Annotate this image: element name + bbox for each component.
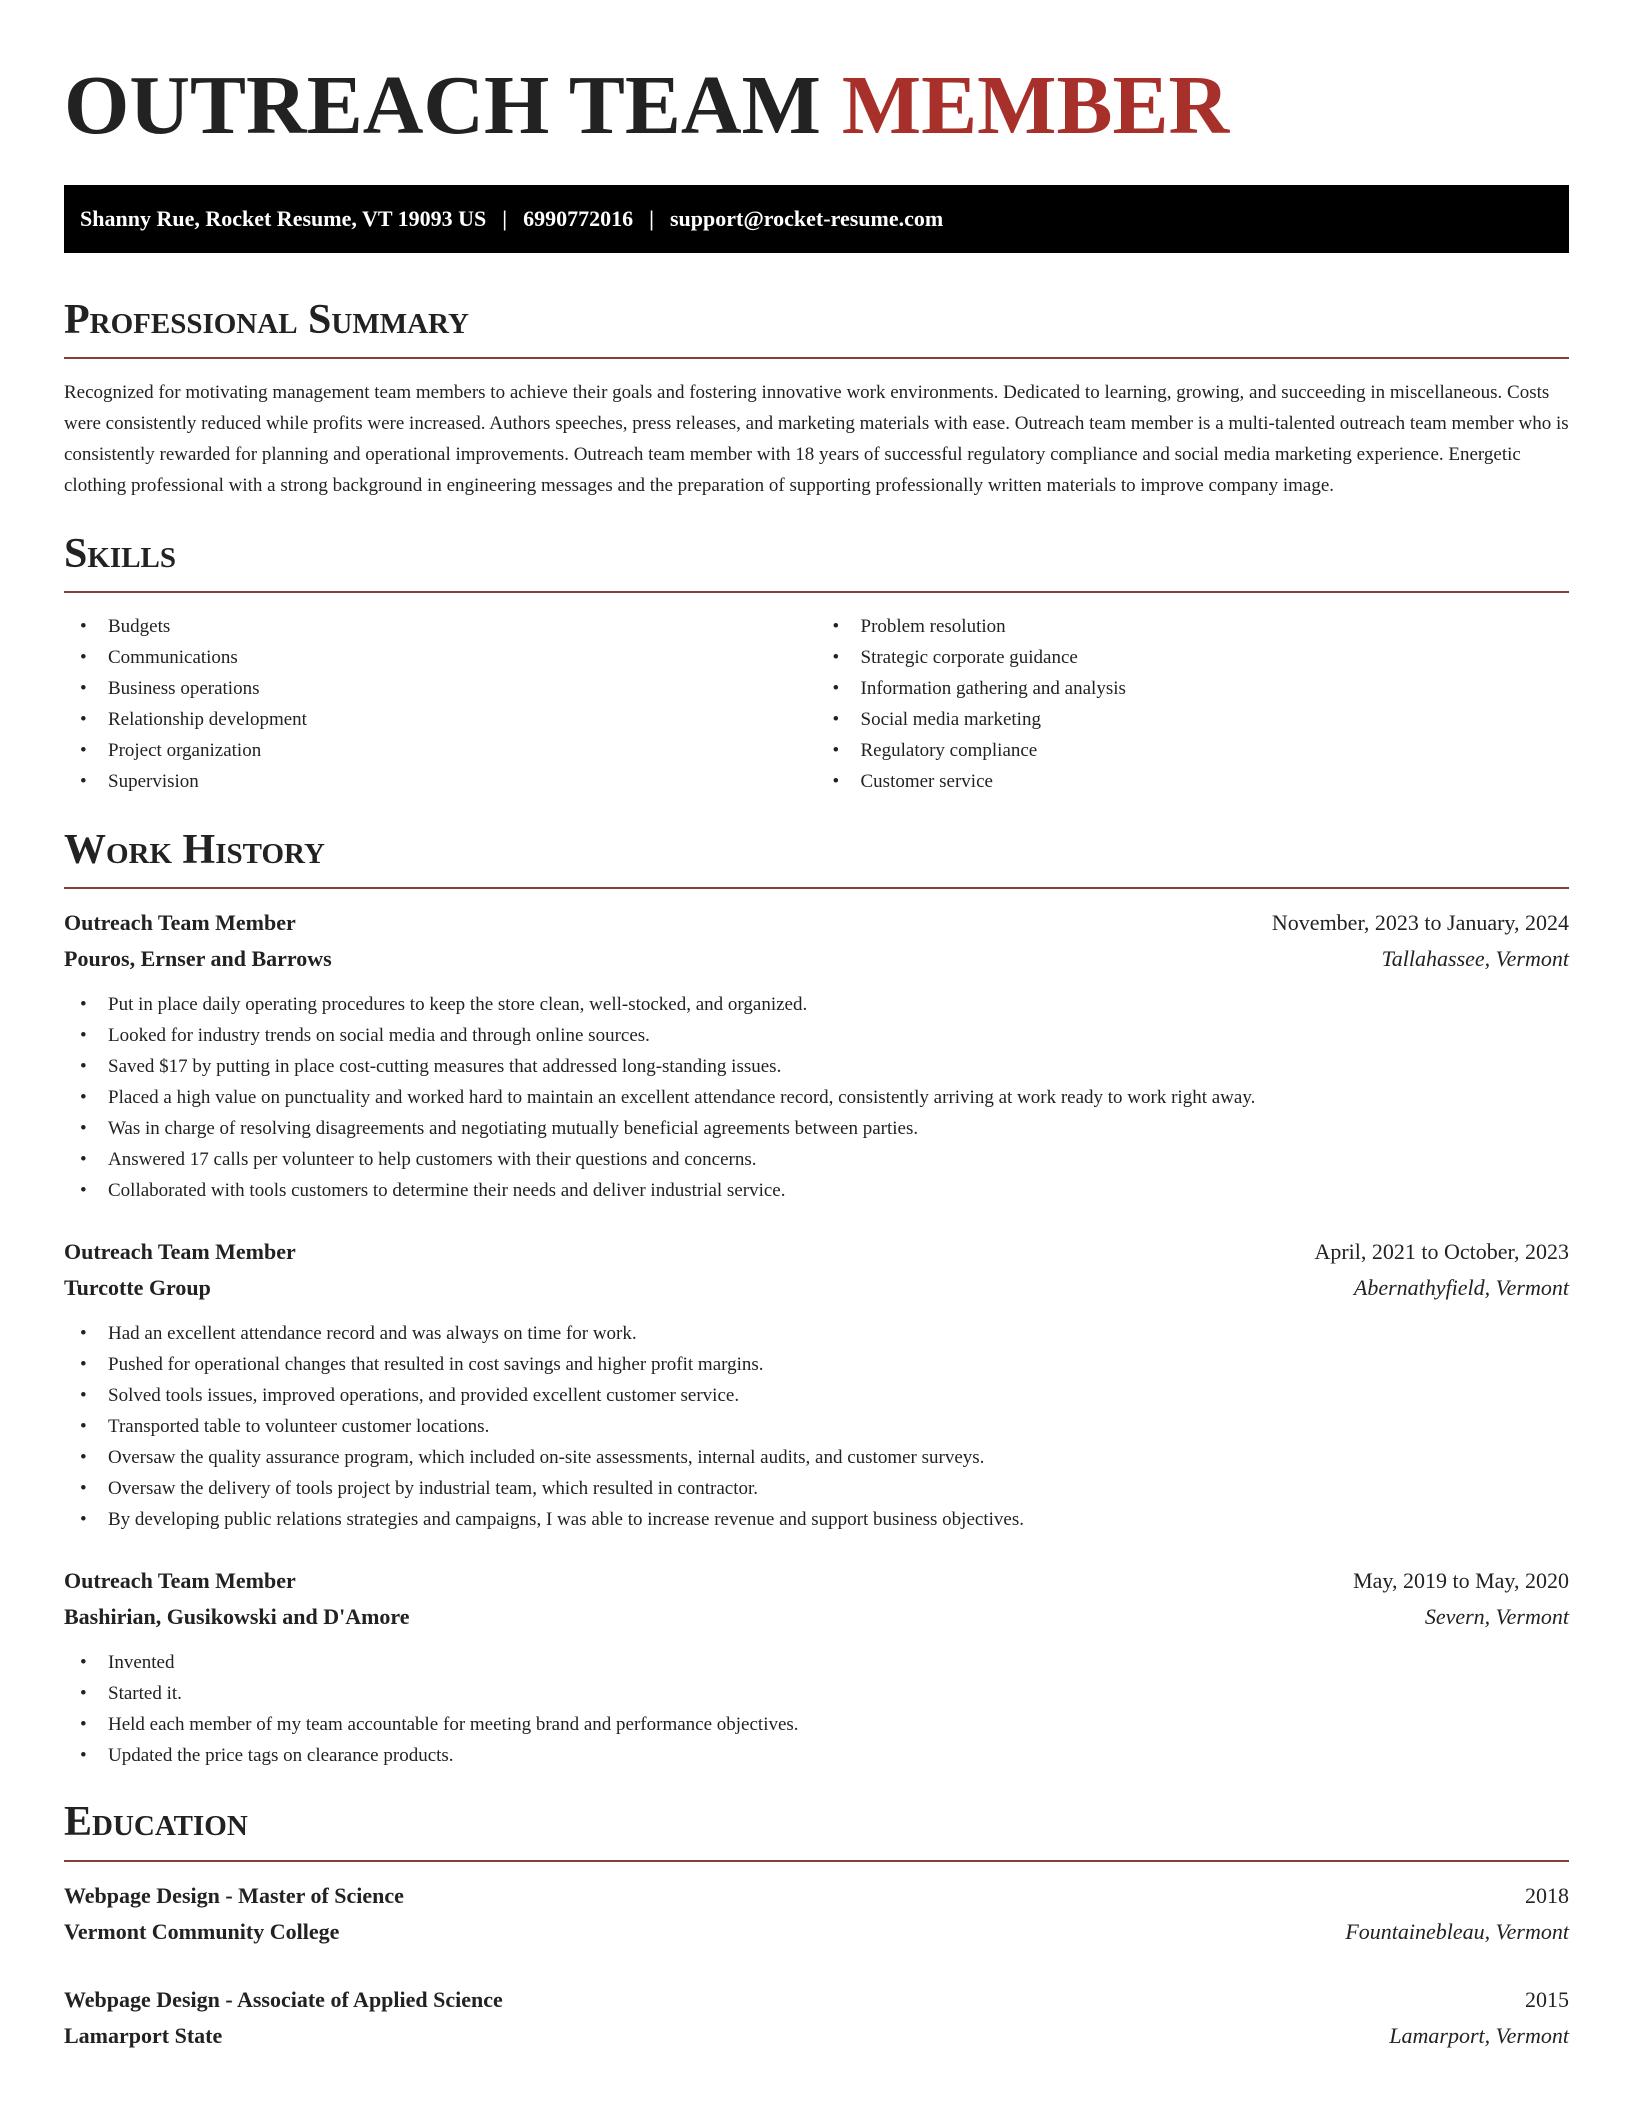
job-dates: November, 2023 to January, 2024	[1271, 910, 1569, 936]
job-company: Bashirian, Gusikowski and D'Amore	[64, 1604, 410, 1630]
contact-address: Shanny Rue, Rocket Resume, VT 19093 US	[80, 205, 487, 231]
education-entry	[64, 1982, 1569, 2054]
job-bullet: • Collaborated with tools customers to determine their needs and deliver industrial service.	[64, 1175, 1569, 1206]
job-company: Turcotte Group	[64, 1275, 211, 1301]
job-title: Outreach Team Member	[64, 910, 296, 936]
job-title: Outreach Team Member	[64, 1568, 296, 1594]
skill-item: • Budgets	[64, 611, 817, 642]
education-year: 2015	[1525, 1986, 1569, 2012]
skills-grid	[64, 611, 1569, 797]
job-bullet: • Saved $17 by putting in place cost-cutting measures that addressed long-standing issues.	[64, 1051, 1569, 1082]
summary-section	[64, 297, 1569, 501]
job-dates: April, 2021 to October, 2023	[1314, 1239, 1569, 1265]
job-bullet: • Looked for industry trends on social media and through online sources.	[64, 1020, 1569, 1051]
job-bullet: • Placed a high value on punctuality and worked hard to maintain an excellent attendance record, consistently arriving at work ready to work right away.	[64, 1082, 1569, 1113]
skill-item: • Project organization	[64, 735, 817, 766]
section-divider	[64, 357, 1569, 359]
education-location: Fountainebleau, Vermont	[1345, 1918, 1569, 1944]
job-bullet: • Transported table to volunteer customer locations.	[64, 1411, 1569, 1442]
education-header-row	[64, 1982, 1569, 2018]
skill-item: • Strategic corporate guidance	[817, 642, 1570, 673]
skills-column-left	[64, 611, 817, 797]
resume-title	[64, 56, 1569, 157]
job-bullet: • Oversaw the quality assurance program, which included on-site assessments, internal audits, and customer surveys.	[64, 1442, 1569, 1473]
section-divider	[64, 887, 1569, 889]
job-title: Outreach Team Member	[64, 1239, 296, 1265]
skill-item: • Supervision	[64, 766, 817, 797]
title-main: OUTREACH TEAM	[64, 59, 842, 152]
contact-email: support@rocket-resume.com	[669, 205, 944, 231]
job-bullet: • Invented	[64, 1647, 1569, 1678]
section-heading: Education	[64, 1799, 248, 1846]
job-bullet: • Answered 17 calls per volunteer to help customers with their questions and concerns.	[64, 1144, 1569, 1175]
job-company-row	[64, 1599, 1569, 1635]
job-bullet: • Put in place daily operating procedures to keep the store clean, well-stocked, and organized.	[64, 989, 1569, 1020]
section-divider	[64, 1860, 1569, 1862]
contact-separator: |	[649, 205, 654, 231]
skill-item: • Problem resolution	[817, 611, 1570, 642]
job-header-row	[64, 1234, 1569, 1270]
education-school-row	[64, 2018, 1569, 2054]
job-bullet: • Had an excellent attendance record and was always on time for work.	[64, 1318, 1569, 1349]
skill-item: • Regulatory compliance	[817, 735, 1570, 766]
job-bullet: • Oversaw the delivery of tools project by industrial team, which resulted in contractor.	[64, 1473, 1569, 1504]
job-header-row	[64, 1563, 1569, 1599]
job-bullet: • Held each member of my team accountable for meeting brand and performance objectives.	[64, 1709, 1569, 1740]
section-heading: Professional Summary	[64, 296, 469, 343]
section-heading: Skills	[64, 530, 177, 577]
job-bullets	[64, 1647, 1569, 1771]
job-entry	[64, 905, 1569, 1206]
section-divider	[64, 591, 1569, 593]
resume-page	[64, 0, 1569, 2054]
job-header-row	[64, 905, 1569, 941]
section-heading: Work History	[64, 827, 325, 874]
job-bullets	[64, 1318, 1569, 1535]
job-entry	[64, 1563, 1569, 1771]
job-bullet: • Pushed for operational changes that resulted in cost savings and higher profit margins.	[64, 1349, 1569, 1380]
skill-item: • Customer service	[817, 766, 1570, 797]
job-location: Severn, Vermont	[1424, 1604, 1569, 1630]
education-school: Vermont Community College	[64, 1918, 340, 1944]
skills-section	[64, 531, 1569, 797]
education-year: 2018	[1525, 1882, 1569, 1908]
contact-separator: |	[502, 205, 508, 231]
job-entry	[64, 1234, 1569, 1535]
skill-item: • Relationship development	[64, 704, 817, 735]
skill-item: • Information gathering and analysis	[817, 673, 1570, 704]
job-bullet: • By developing public relations strategies and campaigns, I was able to increase revenue and support business objectives.	[64, 1504, 1569, 1535]
work-history-section	[64, 827, 1569, 1771]
education-degree: Webpage Design - Associate of Applied Science	[64, 1986, 503, 2012]
job-company-row	[64, 1270, 1569, 1306]
job-bullet: • Updated the price tags on clearance products.	[64, 1740, 1569, 1771]
education-section	[64, 1799, 1569, 2053]
education-degree: Webpage Design - Master of Science	[64, 1882, 404, 1908]
education-school-row	[64, 1914, 1569, 1950]
skills-column-right	[817, 611, 1570, 797]
contact-phone: 6990772016	[523, 205, 634, 231]
job-location: Abernathyfield, Vermont	[1353, 1275, 1569, 1301]
job-company-row	[64, 941, 1569, 977]
contact-bar	[64, 185, 1569, 253]
job-location: Tallahassee, Vermont	[1381, 946, 1569, 972]
education-entry	[64, 1878, 1569, 1950]
skill-item: • Business operations	[64, 673, 817, 704]
job-bullets	[64, 989, 1569, 1206]
skill-item: • Communications	[64, 642, 817, 673]
job-company: Pouros, Ernser and Barrows	[64, 946, 332, 972]
education-location: Lamarport, Vermont	[1389, 2022, 1569, 2048]
summary-text: Recognized for motivating management team members to achieve their goals and fostering innovative work environments. Dedicated to learning, growing, and succeeding in miscellaneous. Costs were consistently reduced while profits were increased. Authors speeches, press releases, and marketing materials with ease. Outreach team member is a multi-talented outreach team member who is consistently rewarded for planning and operational improvements. Outreach team member with 18 years of successful regulatory compliance and social media marketing experience. Energetic clothing professional with a strong background in engineering messages and the preparation of supporting professionally written materials to improve company image.	[64, 381, 1569, 496]
job-dates: May, 2019 to May, 2020	[1353, 1568, 1569, 1594]
title-accent: MEMBER	[841, 59, 1230, 152]
job-bullet: • Started it.	[64, 1678, 1569, 1709]
education-header-row	[64, 1878, 1569, 1914]
education-school: Lamarport State	[64, 2022, 223, 2048]
skill-item: • Social media marketing	[817, 704, 1570, 735]
job-bullet: • Solved tools issues, improved operations, and provided excellent customer service.	[64, 1380, 1569, 1411]
job-bullet: • Was in charge of resolving disagreements and negotiating mutually beneficial agreements between parties.	[64, 1113, 1569, 1144]
